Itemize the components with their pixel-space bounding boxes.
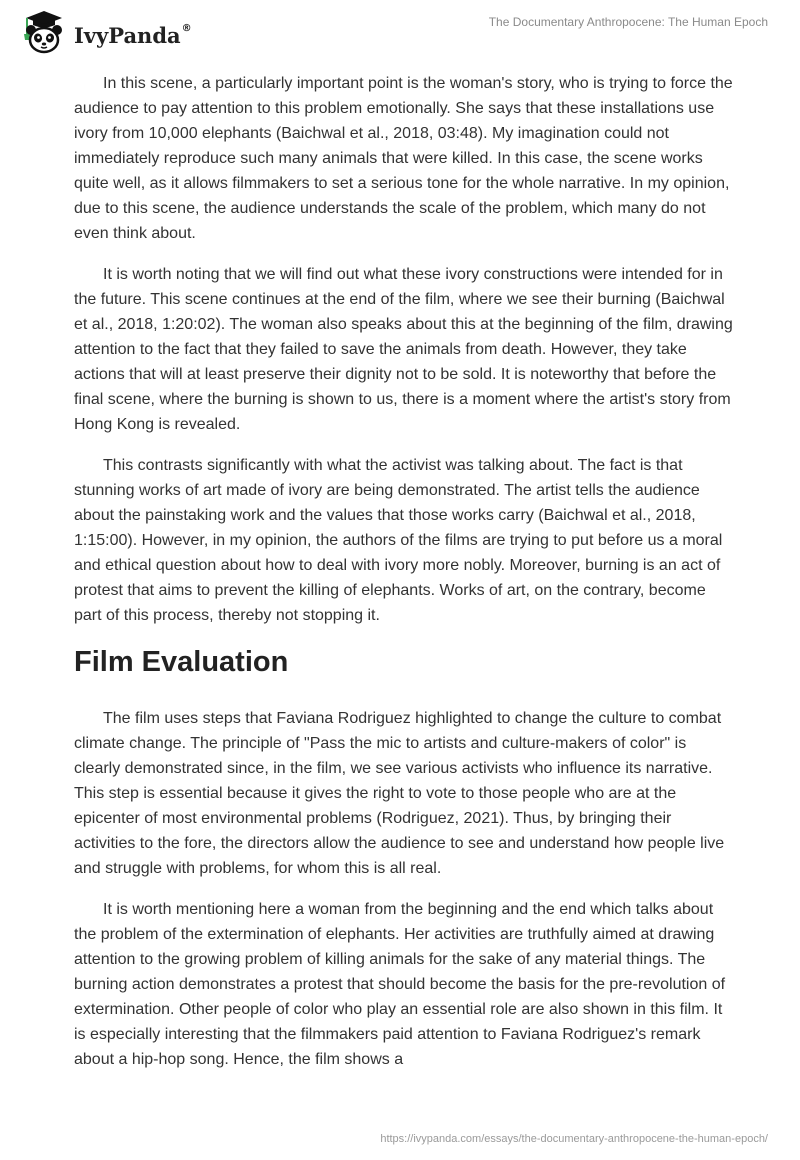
essay-body — [74, 71, 734, 1088]
source-url[interactable]: https://ivypanda.com/essays/the-documentary-anthropocene-the-human-epoch/ — [380, 1133, 768, 1145]
paragraph: In this scene, a particularly important point is the woman's story, who is trying to force the audience to pay attention to this problem emotionally. She says that these installations use ivory from 10,000 elephants (Baichwal et al., 2018, 03:48). My imagination could not immediately reproduce such many animals that were killed. In this case, the scene works quite well, as it allows filmmakers to set a serious tone for the whole narrative. In my opinion, due to this scene, the audience understands the scale of the problem, which many do not even think about. — [74, 75, 733, 242]
brand-logo[interactable] — [14, 8, 192, 58]
document-title: The Documentary Anthropocene: The Human Epoch — [488, 15, 768, 29]
paragraph: It is worth noting that we will find out what these ivory constructions were intended for in the future. This scene continues at the end of the film, where we see their burning (Baichwal et al., 2018, 1:20:02). The woman also speaks about this at the beginning of the film, drawing attention to the fact that they failed to save the animals from death. However, they take actions that will at least preserve their dignity not to be sold. It is noteworthy that before the final scene, where the burning is shown to us, there is a moment where the artist's story from Hong Kong is revealed. — [74, 266, 733, 433]
paragraph: The film uses steps that Faviana Rodriguez highlighted to change the culture to combat climate change. The principle of "Pass the mic to artists and culture-makers of color" is clearly demonstrated since, in the film, we see various activists who influence its narrative. This step is essential because it gives the right to vote to those people who are at the epicenter of most environmental problems (Rodriguez, 2021). Thus, by bringing their activities to the fore, the directors allow the audience to see and understand how people live and struggle with problems, for whom this is all real. — [74, 710, 725, 877]
paragraph: This contrasts significantly with what the activist was talking about. The fact is that stunning works of art made of ivory are being demonstrated. The artist tells the audience about the painstaking work and the values that those works carry (Baichwal et al., 2018, 1:15:00). However, in my opinion, the authors of the films are trying to put before us a moral and ethical question about how to deal with ivory more nobly. Moreover, burning is an act of protest that aims to prevent the killing of elephants. Works of art, on the contrary, become part of this process, thereby not stopping it. — [74, 457, 723, 624]
page-header — [0, 0, 800, 70]
paragraph: It is worth mentioning here a woman from the beginning and the end which talks about the problem of the extermination of elephants. Her activities are truthfully aimed at drawing attention to the growing problem of killing animals for the sake of any material things. The burning action demonstrates a protest that should become the basis for the pre-revolution of extermination. Other people of color who play an essential role are also shown in this film. It is especially interesting that the filmmakers paid attention to Faviana Rodriguez's remark about a hip-hop song. Hence, the film shows a — [74, 901, 726, 1068]
section-heading: Film Evaluation — [74, 646, 289, 678]
panda-graduate-icon — [14, 8, 70, 58]
brand-name: IvyPanda® — [74, 22, 192, 48]
